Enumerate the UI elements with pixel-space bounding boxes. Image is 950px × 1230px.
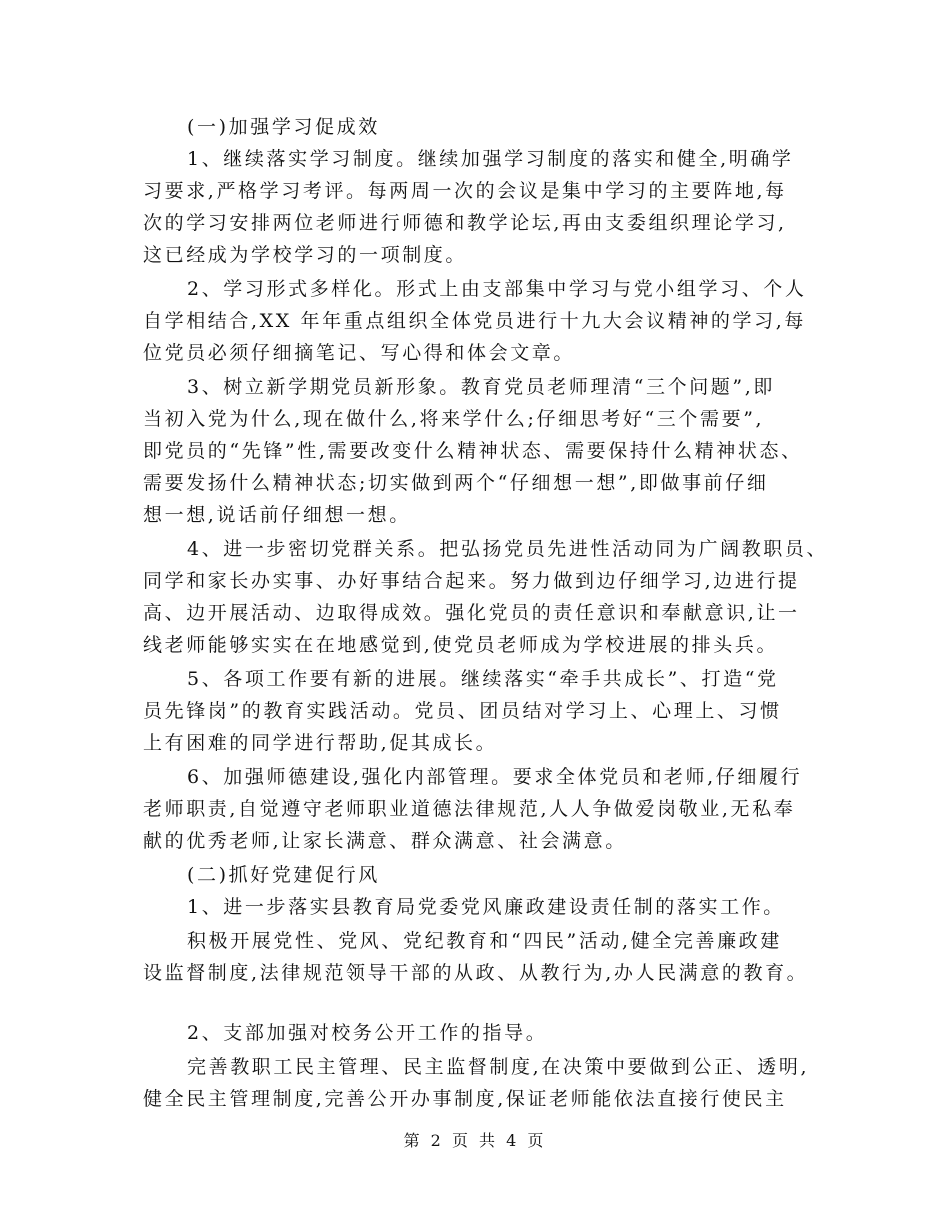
- section-heading-2: (二)抓好党建促行风: [187, 864, 380, 886]
- paragraph-line: 献的优秀老师,让家长满意、群众满意、社会满意。: [143, 830, 627, 852]
- paragraph-line: 1、继续落实学习制度。继续加强学习制度的落实和健全,明确学: [187, 148, 794, 170]
- paragraph-line: 需要发扬什么精神状态;切实做到两个“仔细想一想”,即做事前仔细: [143, 472, 769, 494]
- paragraph-line: 3、树立新学期党员新形象。教育党员老师理清“三个问题”,即: [187, 376, 775, 398]
- paragraph-line: 次的学习安排两位老师进行师德和教学论坛,再由支委组织理论学习,: [143, 212, 787, 234]
- paragraph-line: 上有困难的同学进行帮助,促其成长。: [143, 732, 498, 754]
- paragraph-line: 同学和家长办实事、办好事结合起来。努力做到边仔细学习,边进行提: [143, 570, 800, 592]
- page-footer: 第 2 页 共 4 页: [403, 1131, 547, 1150]
- paragraph-line: 6、加强师德建设,强化内部管理。要求全体党员和老师,仔细履行: [187, 766, 803, 788]
- paragraph-line: 习要求,严格学习考评。每两周一次的会议是集中学习的主要阵地,每: [143, 180, 787, 202]
- paragraph-line: 自学相结合,XX 年年重点组织全体党员进行十九大会议精神的学习,每: [143, 310, 806, 332]
- paragraph-line: 老师职责,自觉遵守老师职业道德法律规范,人人争做爱岗敬业,无私奉: [143, 798, 796, 820]
- paragraph-line: 4、进一步密切党群关系。把弘扬党员先进性活动同为广阔教职员、: [187, 538, 829, 560]
- paragraph-line: 2、学习形式多样化。形式上由支部集中学习与党小组学习、个人: [187, 278, 807, 300]
- paragraph-line: 位党员必须仔细摘笔记、写心得和体会文章。: [143, 342, 576, 364]
- paragraph-line: 想一想,说话前仔细想一想。: [143, 504, 411, 526]
- paragraph-line: 2、支部加强对校务公开工作的指导。: [187, 1022, 548, 1044]
- paragraph-line: 设监督制度,法律规范领导干部的从政、从教行为,办人民满意的教育。: [143, 962, 809, 984]
- paragraph-line: 线老师能够实实在在地感觉到,使党员老师成为学校进展的排头兵。: [143, 634, 779, 656]
- paragraph-line: 当初入党为什么,现在做什么,将来学什么;仔细思考好“三个需要”,: [143, 408, 765, 430]
- paragraph-line: 积极开展党性、党风、党纪教育和“四民”活动,健全完善廉政建: [187, 930, 782, 952]
- paragraph-line: 高、边开展活动、边取得成效。强化党员的责任意识和奉献意识,让一: [143, 602, 800, 624]
- paragraph-line: 健全民主管理制度,完善公开办事制度,保证老师能依法直接行使民主: [143, 1088, 787, 1110]
- paragraph-line: 5、各项工作要有新的进展。继续落实“牵手共成长”、打造“党: [187, 668, 779, 690]
- paragraph-line: 完善教职工民主管理、民主监督制度,在决策中要做到公正、透明,: [187, 1056, 810, 1078]
- paragraph-line: 即党员的“先锋”性,需要改变什么精神状态、需要保持什么精神状态、: [143, 440, 803, 462]
- paragraph-line: 1、进一步落实县教育局党委党风廉政建设责任制的落实工作。: [187, 896, 785, 918]
- paragraph-line: 这已经成为学校学习的一项制度。: [143, 244, 468, 266]
- section-heading-1: (一)加强学习促成效: [187, 116, 380, 138]
- paragraph-line: 员先锋岗”的教育实践活动。党员、团员结对学习上、心理上、习惯: [143, 700, 782, 722]
